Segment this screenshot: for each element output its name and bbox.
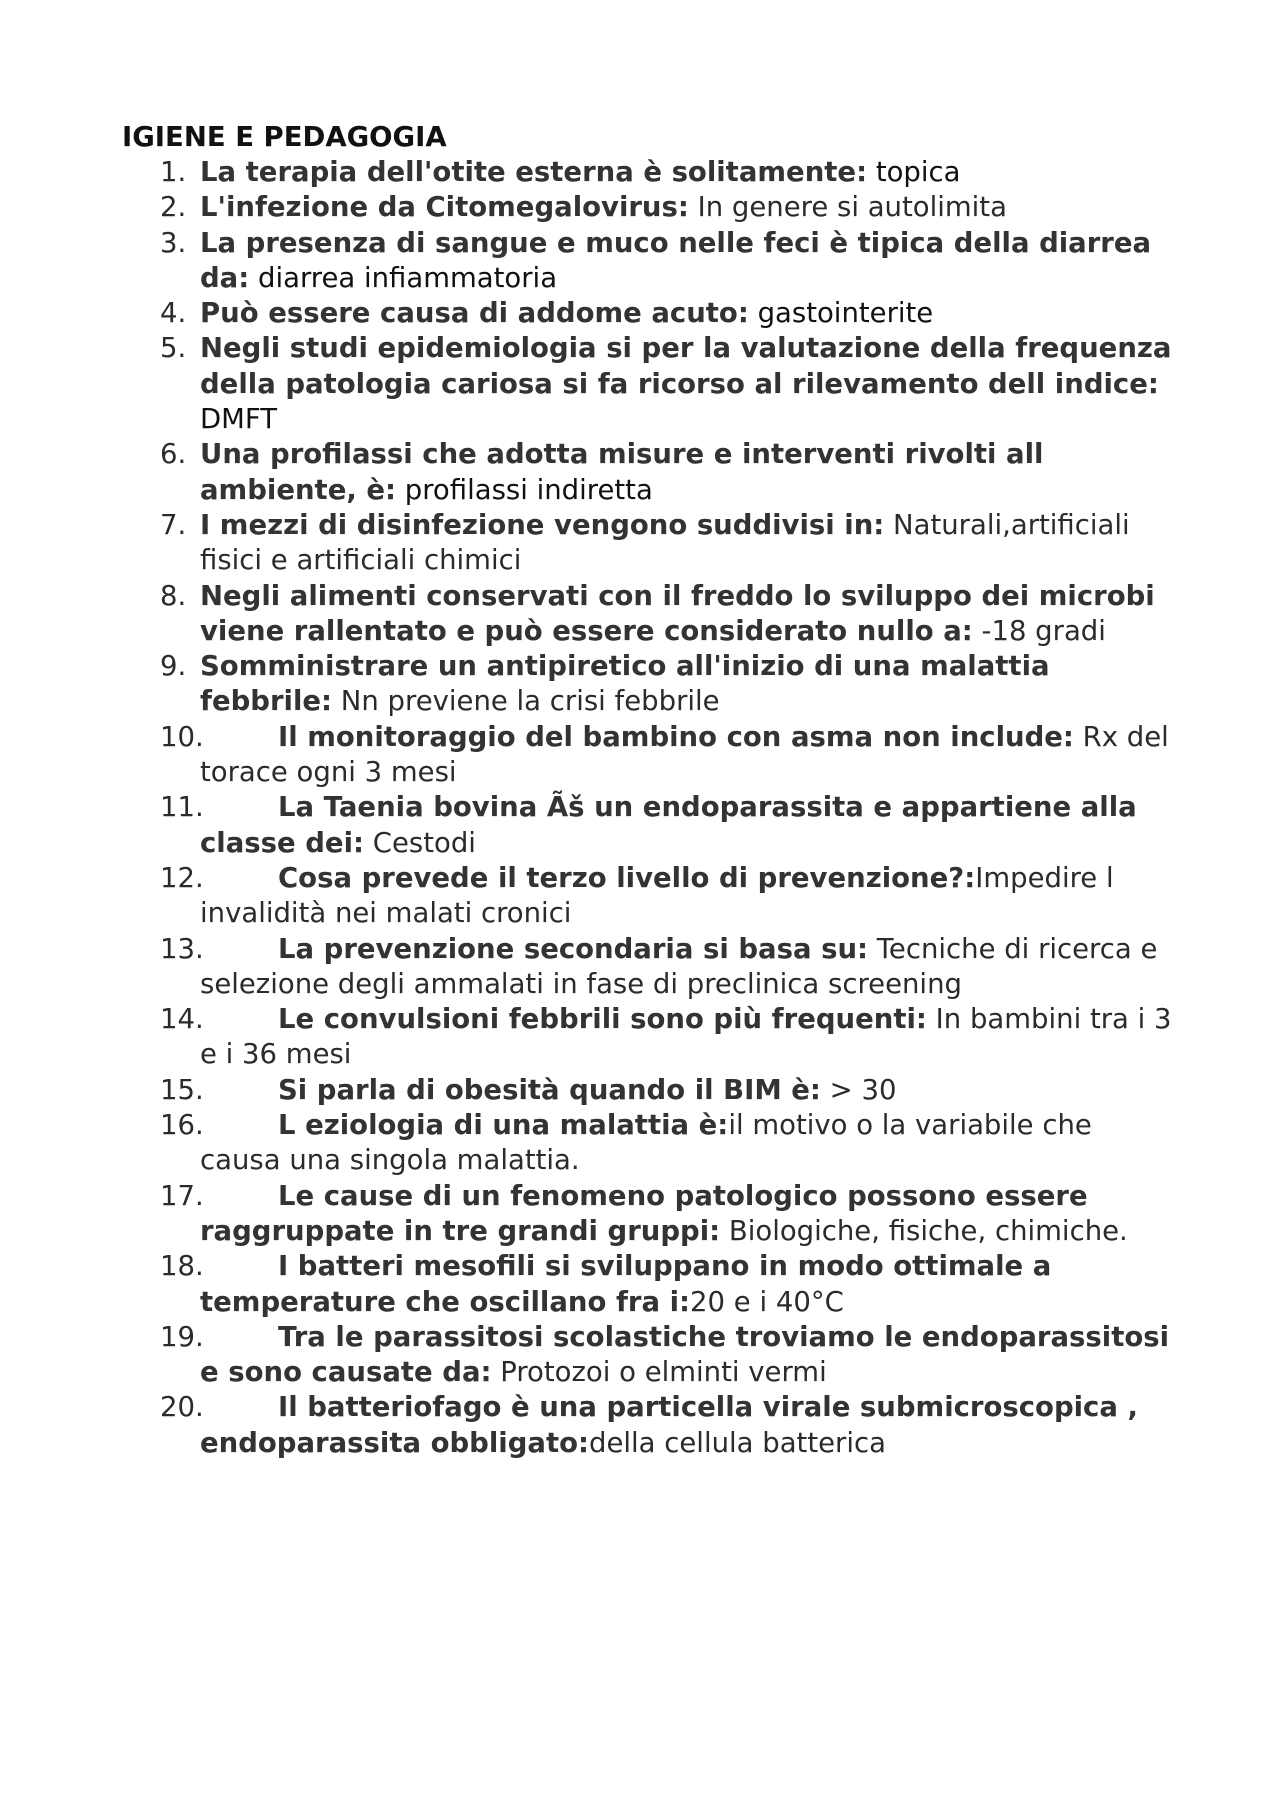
question-text: Il batteriofago è una particella virale submicroscopica , endoparassita obbligato:: [200, 1391, 1138, 1459]
list-item: [0, 331, 1180, 437]
list-item: [0, 720, 1180, 791]
item-number: 4.: [160, 297, 187, 330]
question-text: I batteri mesofili si sviluppano in modo ottimale a temperature che oscillano fra i:: [200, 1250, 1052, 1318]
list-item: [0, 1002, 1180, 1073]
document-title: IGIENE E PEDAGOGIA: [122, 121, 447, 153]
list-item: [0, 296, 1180, 331]
list-item: [0, 1390, 1180, 1461]
list-item: [0, 1249, 1180, 1320]
list-item: [0, 861, 1180, 932]
question-text: Una profilassi che adotta misure e interventi rivolti all ambiente, è:: [200, 438, 1044, 506]
question-text: Il monitoraggio del bambino con asma non include:: [278, 720, 1074, 753]
item-number: 17.: [160, 1179, 204, 1212]
item-number: 19.: [160, 1320, 204, 1353]
question-text: Cosa prevede il terzo livello di prevenzione?:: [278, 861, 976, 894]
question-text: Si parla di obesità quando il BIM è:: [278, 1073, 821, 1106]
answer-text: Nn previene la crisi febbrile: [332, 685, 720, 718]
item-number: 5.: [160, 332, 187, 365]
item-number: 1.: [160, 156, 187, 188]
question-text: La Taenia bovina Ãš un endoparassita e appartiene alla classe dei:: [200, 791, 1137, 859]
list-item: [0, 190, 1180, 225]
item-number: 9.: [160, 650, 187, 683]
item-number: 16.: [160, 1109, 204, 1142]
answer-text: diarrea infiammatoria: [249, 261, 558, 294]
item-number: 11.: [160, 791, 204, 824]
question-text: La prevenzione secondaria si basa su:: [278, 932, 869, 965]
question-list: [0, 155, 1280, 1461]
list-item: [0, 790, 1180, 861]
question-text: Le cause di un fenomeno patologico possono essere raggruppate in tre grandi gruppi:: [200, 1179, 1088, 1247]
list-item: [0, 579, 1180, 650]
list-item: [0, 1320, 1180, 1391]
question-text: Negli alimenti conservati con il freddo lo sviluppo dei microbi viene rallentato e può essere considerato nullo a:: [200, 579, 1155, 647]
item-number: 3.: [160, 226, 187, 259]
item-number: 2.: [160, 191, 187, 224]
list-item: [0, 437, 1180, 508]
question-text: Somministrare un antipiretico all'inizio di una malattia febbrile:: [200, 650, 1050, 718]
answer-text: Naturali,artificiali fisici e artificiali chimici: [200, 508, 1130, 577]
question-text: La terapia dell'otite esterna è solitamente:: [200, 156, 868, 188]
answer-text: 20 e i 40°C: [690, 1285, 844, 1318]
answer-text: -18 gradi: [972, 614, 1106, 647]
answer-text: topica: [867, 156, 961, 188]
answer-text: Biologiche, fisiche, chimiche.: [720, 1214, 1128, 1247]
list-item: [0, 1179, 1180, 1250]
answer-text: Rx del torace ogni 3 mesi: [200, 720, 1169, 789]
item-number: 12.: [160, 861, 204, 894]
answer-text: Cestodi: [364, 826, 476, 859]
question-text: Tra le parassitosi scolastiche troviamo le endoparassitosi e sono causate da:: [200, 1320, 1170, 1389]
item-number: 18.: [160, 1250, 204, 1283]
list-item: [0, 1108, 1180, 1179]
item-number: 13.: [160, 932, 204, 965]
answer-text: il motivo o la variabile che causa una singola malattia.: [200, 1109, 1092, 1177]
list-item: [0, 508, 1180, 579]
answer-text: gastointerite: [748, 297, 934, 330]
list-item: [0, 932, 1180, 1003]
answer-text: profilassi indiretta: [396, 473, 653, 506]
list-item: [0, 649, 1180, 720]
question-text: L eziologia di una malattia è:: [278, 1109, 729, 1142]
answer-text: DMFT: [200, 403, 278, 436]
answer-text: > 30: [820, 1073, 897, 1106]
question-text: Le convulsioni febbrili sono più frequenti:: [278, 1003, 927, 1036]
list-item: [0, 1073, 1180, 1108]
question-text: Può essere causa di addome acuto:: [200, 297, 749, 330]
answer-text: Impedire l invalidità nei malati cronici: [200, 861, 1114, 930]
item-number: 20.: [160, 1391, 204, 1424]
answer-text: Tecniche di ricerca e selezione degli ammalati in fase di preclinica screening: [200, 932, 1158, 1000]
item-number: 7.: [160, 508, 187, 541]
item-number: 14.: [160, 1003, 204, 1036]
answer-text: della cellula batterica: [589, 1426, 886, 1459]
item-number: 10.: [160, 720, 204, 753]
list-item: [0, 155, 1180, 190]
item-number: 15.: [160, 1073, 204, 1106]
item-number: 6.: [160, 438, 187, 471]
question-text: Negli studi epidemiologia si per la valutazione della frequenza della patologia cariosa si fa ricorso al rilevamento dell indice:: [200, 332, 1172, 400]
item-number: 8.: [160, 579, 187, 612]
question-text: La presenza di sangue e muco nelle feci è tipica della diarrea da:: [200, 226, 1152, 294]
answer-text: Protozoi o elminti vermi: [491, 1356, 827, 1389]
question-text: L'infezione da Citomegalovirus:: [200, 191, 689, 224]
list-item: [0, 226, 1180, 297]
answer-text: In genere si autolimita: [688, 191, 1007, 224]
answer-text: In bambini tra i 3 e i 36 mesi: [200, 1003, 1172, 1071]
question-text: I mezzi di disinfezione vengono suddivisi in:: [200, 508, 885, 541]
